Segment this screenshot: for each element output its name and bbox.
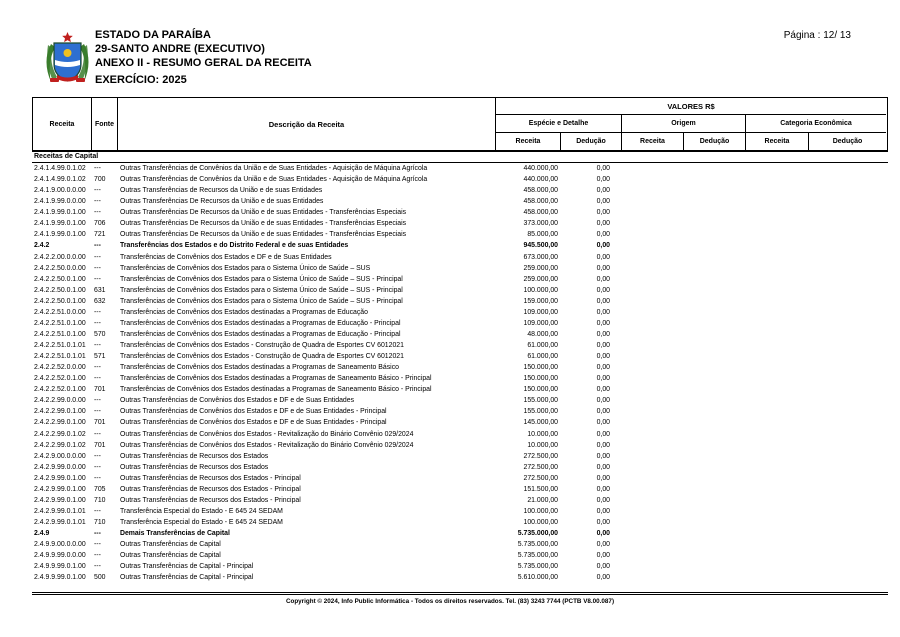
row-description: Outras Transferências De Recursos da União e de suas Entidades - Transferências Especiais — [120, 209, 407, 217]
row-fonte: 571 — [94, 353, 106, 361]
row-receita-value: 259.000,00 — [523, 275, 558, 283]
row-description: Outras Transferências de Convênios dos Estados e DF e de Suas Entidades - Principal — [120, 419, 387, 427]
row-deducao-value: 0,00 — [596, 552, 610, 560]
row-fonte: --- — [94, 308, 101, 316]
org-name: ESTADO DA PARAÍBA — [95, 29, 211, 41]
row-deducao-value: 0,00 — [596, 264, 610, 272]
row-description: Outras Transferências de Recursos da União e de suas Entidades — [120, 187, 323, 195]
row-description: Outras Transferências de Convênios dos Estados - Revitalização do Binário Convênio 029/2024 — [120, 430, 414, 438]
row-code: 2.4.2.2.00.0.0.00 — [34, 253, 86, 261]
table-row — [32, 207, 888, 218]
row-deducao-value: 0,00 — [596, 419, 610, 427]
row-code: 2.4.2 — [34, 242, 50, 250]
row-receita-value: 100.000,00 — [523, 519, 558, 527]
row-code: 2.4.9.9.00.0.0.00 — [34, 541, 86, 549]
row-code: 2.4.2.2.99.0.0.00 — [34, 397, 86, 405]
row-description: Transferências de Convênios dos Estados para o Sistema Único de Saúde – SUS — [120, 264, 371, 272]
row-deducao-value: 0,00 — [596, 353, 610, 361]
row-code: 2.4.1.9.99.0.1.00 — [34, 220, 86, 228]
row-fonte: --- — [94, 452, 101, 460]
table-row — [32, 252, 888, 263]
row-fonte: --- — [94, 319, 101, 327]
row-code: 2.4.2.2.52.0.1.00 — [34, 386, 86, 394]
row-deducao-value: 0,00 — [596, 474, 610, 482]
row-receita-value: 109.000,00 — [523, 319, 558, 327]
row-fonte: --- — [94, 264, 101, 272]
row-deducao-value: 0,00 — [596, 463, 610, 471]
row-deducao-value: 0,00 — [596, 441, 610, 449]
row-receita-value: 272.500,00 — [523, 463, 558, 471]
row-receita-value: 458.000,00 — [523, 198, 558, 206]
subcol-origem-deducao: Dedução — [684, 133, 746, 150]
row-code: 2.4.9.9.99.0.0.00 — [34, 552, 86, 560]
row-code: 2.4.2.2.99.0.1.00 — [34, 419, 86, 427]
row-code: 2.4.2.2.51.0.1.01 — [34, 342, 86, 350]
row-receita-value: 61.000,00 — [527, 353, 558, 361]
row-description: Transferências de Convênios dos Estados e DF e de Suas Entidades — [120, 253, 332, 261]
row-code: 2.4.9.9.99.0.1.00 — [34, 574, 86, 582]
section-header-receitas-de-capital: Receitas de Capital — [32, 152, 888, 163]
row-description: Transferências de Convênios dos Estados para o Sistema Único de Saúde – SUS - Principal — [120, 297, 403, 305]
row-description: Outras Transferências de Convênios da União e de Suas Entidades - Aquisição de Máquina Agrícola — [120, 176, 428, 184]
table-row — [32, 417, 888, 428]
table-row — [32, 517, 888, 528]
table-row — [32, 307, 888, 318]
row-deducao-value: 0,00 — [596, 176, 610, 184]
row-receita-value: 150.000,00 — [523, 375, 558, 383]
row-fonte: 701 — [94, 419, 106, 427]
row-receita-value: 5.735.000,00 — [517, 563, 558, 571]
row-receita-value: 373.000,00 — [523, 220, 558, 228]
row-code: 2.4.1.9.00.0.0.00 — [34, 187, 86, 195]
row-fonte: --- — [94, 165, 101, 173]
table-row — [32, 429, 888, 440]
row-fonte: --- — [94, 507, 101, 515]
row-code: 2.4.2.2.50.0.1.00 — [34, 275, 86, 283]
row-fonte: --- — [94, 563, 101, 571]
row-receita-value: 100.000,00 — [523, 286, 558, 294]
row-description: Outras Transferências De Recursos da União e de suas Entidades — [120, 198, 324, 206]
row-receita-value: 159.000,00 — [523, 297, 558, 305]
row-code: 2.4.2.9.99.0.1.00 — [34, 485, 86, 493]
subcol-origem-receita: Receita — [622, 133, 684, 150]
row-description: Demais Transferências de Capital — [120, 530, 230, 538]
row-fonte: --- — [94, 342, 101, 350]
row-description: Outras Transferências de Recursos dos Estados - Principal — [120, 496, 301, 504]
row-deducao-value: 0,00 — [596, 530, 610, 538]
row-deducao-value: 0,00 — [596, 375, 610, 383]
row-fonte: 570 — [94, 330, 106, 338]
row-description: Transferências de Convênios dos Estados - Construção de Quadra de Esportes CV 6012021 — [120, 353, 404, 361]
row-code: 2.4.2.2.51.0.0.00 — [34, 308, 86, 316]
footer-copyright: Copyright © 2024, Info Public Informática - Todos os direitos reservados. Tel. (83) 3243 7744 (PCTB V8.00.087) — [285, 598, 615, 605]
row-description: Transferências de Convênios dos Estados para o Sistema Único de Saúde – SUS - Principal — [120, 275, 403, 283]
table-row — [32, 528, 888, 539]
row-deducao-value: 0,00 — [596, 242, 610, 250]
paraiba-coat-of-arms-icon — [40, 31, 95, 88]
row-deducao-value: 0,00 — [596, 187, 610, 195]
row-code: 2.4.2.9.99.0.1.01 — [34, 507, 86, 515]
row-fonte: 632 — [94, 297, 106, 305]
col-group-especie-detalhe: Espécie e Detalhe — [496, 115, 622, 133]
row-code: 2.4.1.9.99.0.1.00 — [34, 209, 86, 217]
row-deducao-value: 0,00 — [596, 231, 610, 239]
row-receita-value: 155.000,00 — [523, 397, 558, 405]
row-code: 2.4.1.9.99.0.1.00 — [34, 231, 86, 239]
row-code: 2.4.9.9.99.0.1.00 — [34, 563, 86, 571]
row-code: 2.4.2.2.99.0.1.00 — [34, 408, 86, 416]
row-receita-value: 10.000,00 — [527, 441, 558, 449]
row-description: Outras Transferências de Capital — [120, 541, 221, 549]
row-receita-value: 155.000,00 — [523, 408, 558, 416]
exercise-label: EXERCÍCIO: 2025 — [95, 74, 187, 86]
row-receita-value: 100.000,00 — [523, 507, 558, 515]
row-description: Transferências de Convênios dos Estados destinadas a Programas de Educação - Principal — [120, 330, 401, 338]
table-row — [32, 373, 888, 384]
row-receita-value: 458.000,00 — [523, 187, 558, 195]
row-receita-value: 440.000,00 — [523, 165, 558, 173]
row-receita-value: 150.000,00 — [523, 364, 558, 372]
row-receita-value: 272.500,00 — [523, 474, 558, 482]
row-fonte: --- — [94, 275, 101, 283]
row-fonte: --- — [94, 364, 101, 372]
row-description: Transferências de Convênios dos Estados destinadas a Programas de Saneamento Básico — [120, 364, 399, 372]
table-row — [32, 340, 888, 351]
row-fonte: 721 — [94, 231, 106, 239]
row-description: Outras Transferências De Recursos da União e de suas Entidades - Transferências Especiais — [120, 231, 407, 239]
table-bottom-rule — [32, 592, 888, 595]
row-fonte: --- — [94, 430, 101, 438]
table-row — [32, 240, 888, 251]
table-header — [32, 97, 888, 152]
row-description: Transferências de Convênios dos Estados - Construção de Quadra de Esportes CV 6012021 — [120, 342, 404, 350]
row-receita-value: 61.000,00 — [527, 342, 558, 350]
row-deducao-value: 0,00 — [596, 519, 610, 527]
row-description: Outras Transferências de Convênios da União e de Suas Entidades - Aquisição de Máquina Agrícola — [120, 165, 428, 173]
table-row — [32, 539, 888, 550]
table-row — [32, 185, 888, 196]
col-header-receita: Receita — [33, 98, 92, 150]
row-code: 2.4.2.9.99.0.1.00 — [34, 496, 86, 504]
row-fonte: --- — [94, 242, 101, 250]
table-row — [32, 218, 888, 229]
table-row — [32, 473, 888, 484]
row-receita-value: 48.000,00 — [527, 330, 558, 338]
col-group-origem: Origem — [622, 115, 746, 133]
row-deducao-value: 0,00 — [596, 253, 610, 261]
row-fonte: --- — [94, 530, 101, 538]
col-header-valores: VALORES R$ — [496, 98, 886, 115]
row-description: Transferências de Convênios dos Estados destinadas a Programas de Saneamento Básico - Principal — [120, 386, 432, 394]
row-description: Outras Transferências de Convênios dos Estados e DF e de Suas Entidades — [120, 397, 355, 405]
row-deducao-value: 0,00 — [596, 541, 610, 549]
row-deducao-value: 0,00 — [596, 220, 610, 228]
row-receita-value: 272.500,00 — [523, 452, 558, 460]
row-code: 2.4.2.2.52.0.0.00 — [34, 364, 86, 372]
row-description: Transferências de Convênios dos Estados destinadas a Programas de Educação — [120, 308, 368, 316]
table-row — [32, 351, 888, 362]
row-fonte: 706 — [94, 220, 106, 228]
row-description: Outras Transferências de Recursos dos Estados — [120, 452, 269, 460]
row-receita-value: 150.000,00 — [523, 386, 558, 394]
row-fonte: --- — [94, 253, 101, 261]
row-description: Transferência Especial do Estado - E 645 24 SEDAM — [120, 507, 283, 515]
col-header-descricao: Descrição da Receita — [118, 98, 496, 150]
row-code: 2.4.2.2.99.0.1.02 — [34, 441, 86, 449]
row-deducao-value: 0,00 — [596, 165, 610, 173]
row-fonte: --- — [94, 209, 101, 217]
row-deducao-value: 0,00 — [596, 308, 610, 316]
row-fonte: 631 — [94, 286, 106, 294]
row-receita-value: 5.735.000,00 — [517, 541, 558, 549]
row-description: Outras Transferências de Convênios dos Estados e DF e de Suas Entidades - Principal — [120, 408, 387, 416]
table-row — [32, 495, 888, 506]
row-description: Outras Transferências de Recursos dos Estados — [120, 463, 269, 471]
row-fonte: --- — [94, 474, 101, 482]
table-row — [32, 572, 888, 583]
subcol-categoria-receita: Receita — [746, 133, 809, 150]
entity-name: 29-SANTO ANDRE (EXECUTIVO) — [95, 43, 265, 55]
row-fonte: --- — [94, 541, 101, 549]
table-row — [32, 484, 888, 495]
row-fonte: 705 — [94, 485, 106, 493]
table-row — [32, 362, 888, 373]
row-receita-value: 440.000,00 — [523, 176, 558, 184]
row-description: Transferências dos Estados e do Distrito Federal e de suas Entidades — [120, 242, 349, 250]
row-description: Outras Transferências de Recursos dos Estados - Principal — [120, 485, 301, 493]
row-code: 2.4.2.9.99.0.1.01 — [34, 519, 86, 527]
row-fonte: 500 — [94, 574, 106, 582]
row-receita-value: 945.500,00 — [523, 242, 558, 250]
row-receita-value: 259.000,00 — [523, 264, 558, 272]
row-deducao-value: 0,00 — [596, 286, 610, 294]
row-code: 2.4.1.4.99.0.1.02 — [34, 176, 86, 184]
row-receita-value: 85.000,00 — [527, 231, 558, 239]
row-fonte: --- — [94, 198, 101, 206]
row-description: Transferências de Convênios dos Estados destinadas a Programas de Saneamento Básico - Principal — [120, 375, 432, 383]
table-row — [32, 506, 888, 517]
row-deducao-value: 0,00 — [596, 507, 610, 515]
row-description: Outras Transferências de Capital — [120, 552, 221, 560]
row-description: Outras Transferências de Capital - Principal — [120, 574, 254, 582]
row-receita-value: 109.000,00 — [523, 308, 558, 316]
row-description: Transferências de Convênios dos Estados destinadas a Programas de Educação - Principal — [120, 319, 401, 327]
table-row — [32, 196, 888, 207]
row-code: 2.4.1.9.99.0.0.00 — [34, 198, 86, 206]
row-fonte: --- — [94, 397, 101, 405]
row-receita-value: 458.000,00 — [523, 209, 558, 217]
row-code: 2.4.2.9.00.0.0.00 — [34, 452, 86, 460]
row-receita-value: 5.610.000,00 — [517, 574, 558, 582]
row-deducao-value: 0,00 — [596, 275, 610, 283]
row-description: Outras Transferências De Recursos da União e de suas Entidades - Transferências Especiais — [120, 220, 407, 228]
row-deducao-value: 0,00 — [596, 452, 610, 460]
row-deducao-value: 0,00 — [596, 319, 610, 327]
row-fonte: --- — [94, 552, 101, 560]
row-deducao-value: 0,00 — [596, 364, 610, 372]
row-code: 2.4.2.9.99.0.0.00 — [34, 463, 86, 471]
row-fonte: --- — [94, 187, 101, 195]
table-row — [32, 462, 888, 473]
table-row — [32, 451, 888, 462]
row-fonte: 710 — [94, 496, 106, 504]
row-description: Outras Transferências de Capital - Principal — [120, 563, 254, 571]
row-receita-value: 673.000,00 — [523, 253, 558, 261]
table-row — [32, 174, 888, 185]
page-number: Página : 12/ 13 — [783, 30, 851, 41]
table-row — [32, 384, 888, 395]
row-code: 2.4.1.4.99.0.1.02 — [34, 165, 86, 173]
table-row — [32, 285, 888, 296]
table-row — [32, 263, 888, 274]
table-row — [32, 274, 888, 285]
row-description: Transferência Especial do Estado - E 645 24 SEDAM — [120, 519, 283, 527]
col-header-fonte: Fonte — [92, 98, 118, 150]
row-deducao-value: 0,00 — [596, 408, 610, 416]
row-fonte: 700 — [94, 176, 106, 184]
row-code: 2.4.2.2.51.0.1.00 — [34, 319, 86, 327]
row-code: 2.4.2.9.99.0.1.00 — [34, 474, 86, 482]
report-header — [95, 28, 312, 87]
row-code: 2.4.2.2.52.0.1.00 — [34, 375, 86, 383]
row-description: Transferências de Convênios dos Estados para o Sistema Único de Saúde – SUS - Principal — [120, 286, 403, 294]
table-row — [32, 440, 888, 451]
row-description: Outras Transferências de Recursos dos Estados - Principal — [120, 474, 301, 482]
table-row — [32, 318, 888, 329]
subcol-especie-deducao: Dedução — [561, 133, 622, 150]
row-deducao-value: 0,00 — [596, 330, 610, 338]
row-deducao-value: 0,00 — [596, 198, 610, 206]
row-deducao-value: 0,00 — [596, 563, 610, 571]
col-group-categoria-economica: Categoria Econômica — [746, 115, 886, 133]
row-fonte: --- — [94, 463, 101, 471]
row-deducao-value: 0,00 — [596, 430, 610, 438]
table-row — [32, 561, 888, 572]
row-receita-value: 151.500,00 — [523, 485, 558, 493]
subcol-especie-receita: Receita — [496, 133, 561, 150]
table-row — [32, 163, 888, 174]
row-fonte: --- — [94, 375, 101, 383]
row-deducao-value: 0,00 — [596, 386, 610, 394]
table-row — [32, 329, 888, 340]
row-code: 2.4.2.2.50.0.1.00 — [34, 297, 86, 305]
row-fonte: 701 — [94, 386, 106, 394]
table-row — [32, 229, 888, 240]
row-fonte: 701 — [94, 441, 106, 449]
row-deducao-value: 0,00 — [596, 297, 610, 305]
row-receita-value: 5.735.000,00 — [517, 552, 558, 560]
row-deducao-value: 0,00 — [596, 397, 610, 405]
row-code: 2.4.9 — [34, 530, 50, 538]
row-receita-value: 145.000,00 — [523, 419, 558, 427]
table-row — [32, 406, 888, 417]
row-code: 2.4.2.2.51.0.1.01 — [34, 353, 86, 361]
table-body — [32, 163, 888, 583]
row-receita-value: 5.735.000,00 — [517, 530, 558, 538]
row-code: 2.4.2.2.50.0.1.00 — [34, 286, 86, 294]
row-fonte: --- — [94, 408, 101, 416]
row-description: Outras Transferências de Convênios dos Estados - Revitalização do Binário Convênio 029/2024 — [120, 441, 414, 449]
report-title: ANEXO II - RESUMO GERAL DA RECEITA — [95, 57, 312, 69]
row-code: 2.4.2.2.50.0.0.00 — [34, 264, 86, 272]
row-deducao-value: 0,00 — [596, 342, 610, 350]
row-code: 2.4.2.2.51.0.1.00 — [34, 330, 86, 338]
row-code: 2.4.2.2.99.0.1.02 — [34, 430, 86, 438]
row-receita-value: 21.000,00 — [527, 496, 558, 504]
row-receita-value: 10.000,00 — [527, 430, 558, 438]
row-deducao-value: 0,00 — [596, 574, 610, 582]
row-deducao-value: 0,00 — [596, 496, 610, 504]
row-fonte: 710 — [94, 519, 106, 527]
table-row — [32, 550, 888, 561]
table-row — [32, 395, 888, 406]
row-deducao-value: 0,00 — [596, 485, 610, 493]
table-row — [32, 296, 888, 307]
subcol-categoria-deducao: Dedução — [832, 138, 863, 145]
row-deducao-value: 0,00 — [596, 209, 610, 217]
